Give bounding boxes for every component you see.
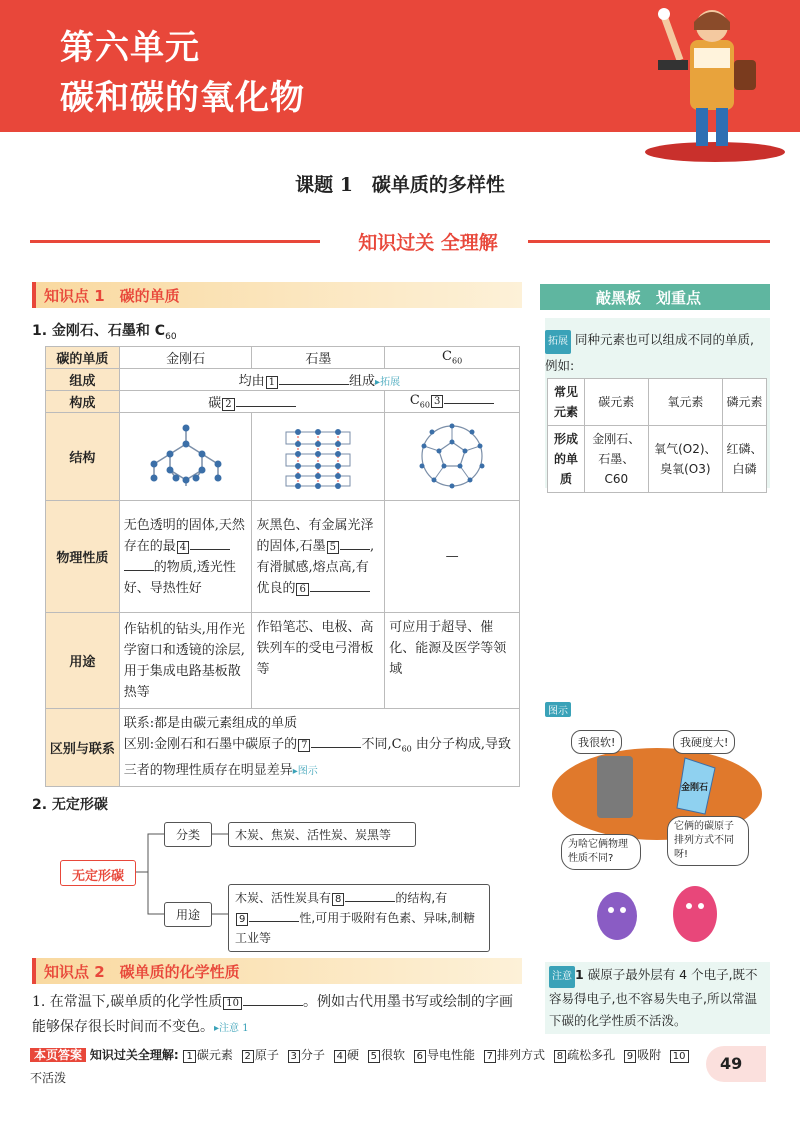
answers-label: 本页答案 [30,1048,86,1062]
sidebar-table-cell: 红磷、白磷 [723,426,767,493]
sidebar-table-header: 常见元素 [548,379,585,426]
answers-heading: 知识过关全理解: [89,1048,179,1062]
note-tag: 注意 [549,966,575,988]
answer-2: 2 原子 [241,1048,279,1062]
constitution-c60: $C_{60}$ 3 [385,391,520,413]
cartoon-illustration [545,718,770,948]
row-uses: 用途 [46,613,120,709]
amorphous-root: 无定形碳 [60,860,136,886]
sidebar-table-cell: 金刚石、石墨、C60 [584,426,648,493]
speech-bubble-soft: 我很软! [571,730,622,754]
row-structure: 结构 [46,413,120,501]
section-2-heading: 2. 无定形碳 [32,797,108,813]
knowledge-point-1-heading [32,282,522,308]
answer-1: 1 碳元素 [182,1048,232,1062]
sidebar-table-header: 氧元素 [648,379,722,426]
c60-structure-image [385,413,520,501]
col-c60: $C_{60}$ [385,347,520,369]
sidebar-title: 敲黑板 划重点 [540,284,770,310]
answer-3: 3 分子 [287,1048,325,1062]
composition-cell: 均由 1 组成▸拓展 [119,369,519,391]
page-answers [30,1044,700,1090]
speech-bubble-question: 为啥它俩物理性质不同? [561,834,641,870]
diamond-physical: 无色透明的固体,天然存在的最 4 的物质,透光性好、导热性好 [119,501,252,613]
extend-tag: 拓展 [545,330,571,354]
row-composition: 组成 [46,369,120,391]
lesson-title: 课题 1 碳单质的多样性 [295,174,505,196]
answer-7: 7 排列方式 [483,1048,545,1062]
unit-title: 碳和碳的氧化物 [60,78,305,118]
mascot-illustration [620,0,800,165]
amorphous-carbon-diagram [60,820,500,950]
col-graphite: 石墨 [252,347,385,369]
kp2-title: 知识点 2 碳单质的化学性质 [44,963,240,981]
sidebar-table-header: 碳元素 [584,379,648,426]
sidebar-intro: 拓展 同种元素也可以组成不同的单质,例如: [545,332,754,373]
row-relation: 区别与联系 [46,709,120,787]
constitution-cell: 碳 2 [119,391,385,413]
relation-cell: 联系:都是由碳元素组成的单质 区别:金刚石和石墨中碳原子的 7 不同$,C_{60}$ 由分子构成,导致三者的物理性质存在明显差异▸图示 [119,709,519,787]
figure-tag: 图示 [545,702,571,718]
answer-10: 10不活泼 [30,1048,690,1085]
c60-use: 可应用于超导、催化、能源及医学等领域 [385,613,520,709]
col-diamond: 金刚石 [119,347,252,369]
kp1-title: 知识点 1 碳的单质 [44,287,180,305]
answer-5: 5 很软 [367,1048,405,1062]
sidebar-table-cell: 形成的单质 [548,426,585,493]
uses-text: 木炭、活性炭具有 8 的结构,有 9 性,可用于吸附有色素、异味,制糖工业等 [228,884,490,952]
diamond-label: 金刚石 [681,783,709,793]
allotrope-examples-table [547,378,767,493]
row-constitution: 构成 [46,391,120,413]
sidebar-note: 注意 1 碳原子最外层有 4 个电子,既不容易得电子,也不容易失电子,所以常温下碳的化学性质不活泼。 [545,962,770,1034]
section-banner [30,226,770,256]
branch-uses: 用途 [164,902,212,927]
table-header-label: 碳的单质 [46,347,120,369]
kp2-paragraph: 1. 在常温下,碳单质的化学性质 10 。例如古代用墨书写或绘制的字画能够保存很长时间而不变色。▸注意 1 [32,994,513,1035]
answer-4: 4 硬 [333,1048,359,1062]
classification-text: 木炭、焦炭、活性炭、炭黑等 [228,822,416,847]
answer-6: 6 导电性能 [413,1048,475,1062]
graphite-structure-image [252,413,385,501]
branch-classification: 分类 [164,822,212,847]
carbon-allotropes-table [45,346,520,787]
graphite-physical: 灰黑色、有金属光泽的固体,石墨 5 ,有滑腻感,熔点高,有优良的 6 [252,501,385,613]
answer-8: 8 疏松多孔 [553,1048,615,1062]
speech-bubble-answer: 它俩的碳原子排列方式不同呀! [667,816,749,866]
section-1-heading: 1. 金刚石、石墨和 $C_{60}$ [32,323,177,342]
row-physical-properties: 物理性质 [46,501,120,613]
page-number: 49 [706,1046,766,1082]
sidebar-table-cell: 氧气(O2)、臭氧(O3) [648,426,722,493]
speech-bubble-hard: 我硬度大! [673,730,735,754]
answer-9: 9 吸附 [623,1048,661,1062]
graphite-use: 作铅笔芯、电极、高铁列车的受电弓滑板等 [252,613,385,709]
c60-physical: — [385,501,520,613]
diamond-structure-image [119,413,252,501]
knowledge-point-2-heading [32,958,522,984]
unit-number: 第六单元 [60,28,200,68]
diamond-use: 作钻机的钻头,用作光学窗口和透镜的涂层,用于集成电路基板散热等 [119,613,252,709]
sidebar-table-header: 磷元素 [723,379,767,426]
banner-text: 知识过关 全理解 [328,228,528,255]
